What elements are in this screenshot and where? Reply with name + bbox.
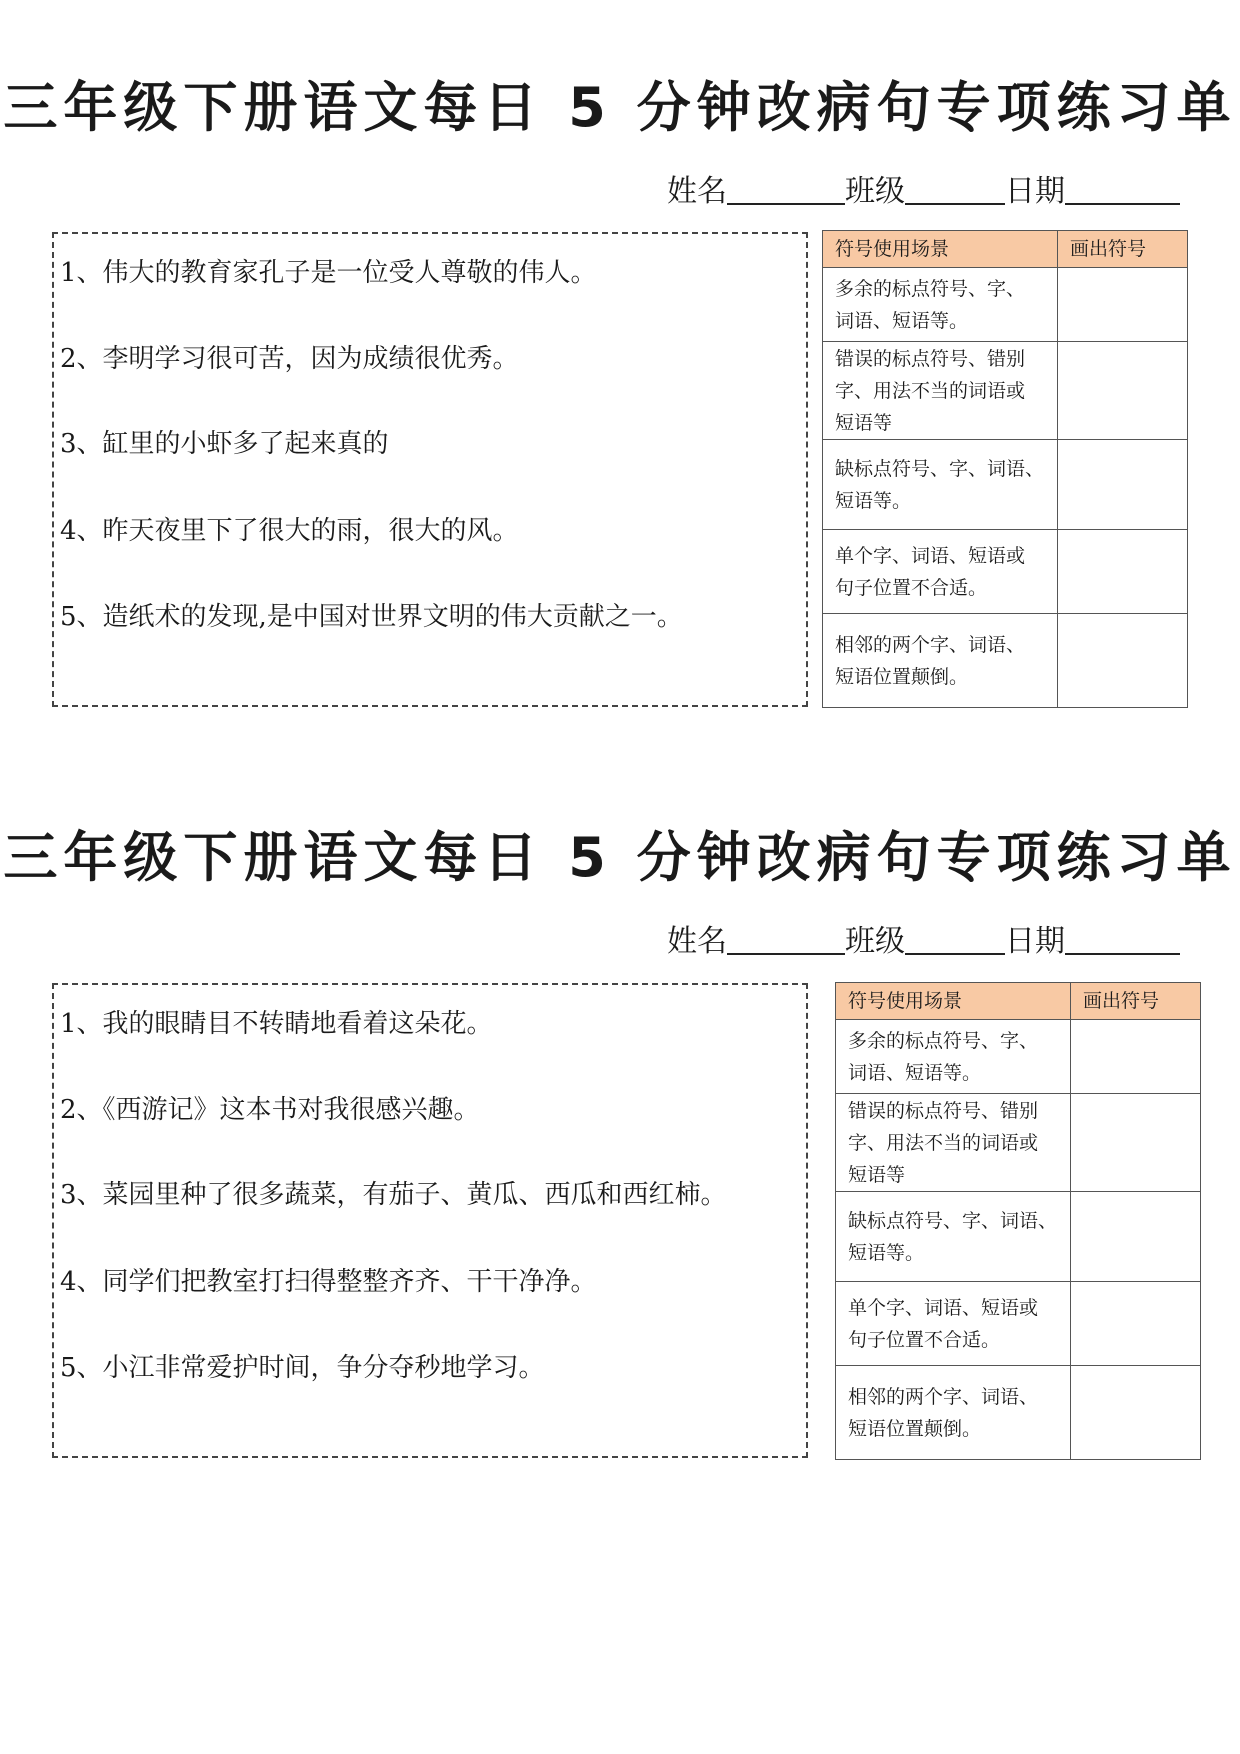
symbol-draw-cell[interactable] [1057, 530, 1187, 614]
question-2: 2、李明学习很可苦，因为成绩很优秀。 [60, 344, 519, 374]
class-blank[interactable] [905, 173, 1005, 205]
symbol-draw-cell[interactable] [1070, 1094, 1200, 1192]
name-label: 姓名 [667, 924, 727, 959]
student-info-line [667, 166, 1180, 210]
symbol-draw-cell[interactable] [1057, 342, 1187, 440]
table-row-scene: 缺标点符号、字、词语、 短语等。 [823, 440, 1058, 530]
table-row-scene: 错误的标点符号、错别 字、用法不当的词语或 短语等 [823, 342, 1058, 440]
question-4: 4、昨天夜里下了很大的雨，很大的风。 [60, 516, 519, 546]
question-1: 1、我的眼睛目不转睛地看着这朵花。 [60, 1009, 493, 1039]
question-3: 3、缸里的小虾多了起来真的 [60, 429, 389, 459]
worksheet-2 [0, 750, 1240, 1550]
symbol-reference-table [835, 982, 1201, 1460]
student-info-line [667, 916, 1180, 960]
name-blank[interactable] [727, 923, 845, 955]
table-row-scene: 多余的标点符号、字、 词语、短语等。 [823, 268, 1058, 342]
symbol-reference-table [822, 230, 1188, 708]
symbol-draw-cell[interactable] [1070, 1282, 1200, 1366]
table-row-scene: 单个字、词语、短语或 句子位置不合适。 [823, 530, 1058, 614]
table-header-scene: 符号使用场景 [823, 231, 1058, 268]
symbol-draw-cell[interactable] [1057, 440, 1187, 530]
question-1: 1、伟大的教育家孔子是一位受人尊敬的伟人。 [60, 258, 597, 288]
worksheet-1 [0, 0, 1240, 800]
table-row-scene: 多余的标点符号、字、 词语、短语等。 [836, 1020, 1071, 1094]
symbol-draw-cell[interactable] [1070, 1366, 1200, 1460]
worksheet-title: 三年级下册语文每日 5 分钟改病句专项练习单 [3, 826, 1237, 889]
question-4: 4、同学们把教室打扫得整整齐齐、干干净净。 [60, 1267, 597, 1297]
question-3: 3、菜园里种了很多蔬菜，有茄子、黄瓜、西瓜和西红柿。 [60, 1180, 727, 1210]
date-blank[interactable] [1065, 173, 1180, 205]
table-header-scene: 符号使用场景 [836, 983, 1071, 1020]
question-5: 5、小江非常爱护时间，争分夺秒地学习。 [60, 1353, 545, 1383]
symbol-draw-cell[interactable] [1057, 268, 1187, 342]
symbol-draw-cell[interactable] [1070, 1192, 1200, 1282]
questions-box [52, 983, 808, 1458]
question-5: 5、造纸术的发现,是中国对世界文明的伟大贡献之一。 [60, 602, 683, 632]
class-label: 班级 [845, 924, 905, 959]
table-header-draw: 画出符号 [1070, 983, 1200, 1020]
table-row-scene: 相邻的两个字、词语、 短语位置颠倒。 [823, 614, 1058, 708]
name-label: 姓名 [667, 174, 727, 209]
table-row-scene: 单个字、词语、短语或 句子位置不合适。 [836, 1282, 1071, 1366]
symbol-draw-cell[interactable] [1070, 1020, 1200, 1094]
table-header-draw: 画出符号 [1057, 231, 1187, 268]
date-blank[interactable] [1065, 923, 1180, 955]
date-label: 日期 [1005, 174, 1065, 209]
date-label: 日期 [1005, 924, 1065, 959]
question-2: 2、《西游记》这本书对我很感兴趣。 [60, 1095, 480, 1125]
symbol-draw-cell[interactable] [1057, 614, 1187, 708]
questions-box [52, 232, 808, 707]
class-blank[interactable] [905, 923, 1005, 955]
table-row-scene: 相邻的两个字、词语、 短语位置颠倒。 [836, 1366, 1071, 1460]
table-row-scene: 错误的标点符号、错别 字、用法不当的词语或 短语等 [836, 1094, 1071, 1192]
class-label: 班级 [845, 174, 905, 209]
worksheet-title: 三年级下册语文每日 5 分钟改病句专项练习单 [3, 76, 1237, 139]
name-blank[interactable] [727, 173, 845, 205]
table-row-scene: 缺标点符号、字、词语、 短语等。 [836, 1192, 1071, 1282]
